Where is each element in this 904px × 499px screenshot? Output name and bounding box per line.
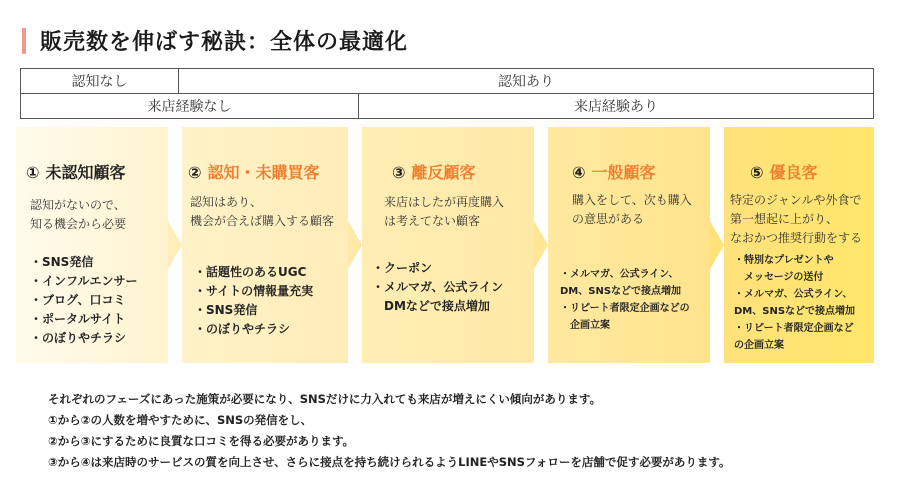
measure-item: ・ブログ、口コミ: [30, 293, 126, 307]
measure-item: ・リピート者限定企画などの: [560, 303, 690, 314]
measure-item: ・リピート者限定企画など: [734, 323, 854, 334]
header-no-visit: [20, 93, 359, 119]
note-line: ②から③にするために良質な口コミを得る必要があります。: [48, 434, 355, 448]
phase-title: [750, 160, 818, 183]
header-label: 認知なし: [71, 74, 128, 90]
phase-card-1: [16, 127, 168, 363]
phase-name: 認知・未購買客: [207, 163, 320, 182]
title-marker: [22, 28, 26, 54]
arrow-right-icon: [534, 221, 548, 269]
measure-list: [560, 266, 690, 334]
phase-number: ④: [572, 163, 586, 182]
measure-list: [30, 253, 138, 348]
phase-title: [392, 160, 476, 183]
phase-number: ①: [26, 163, 40, 182]
measure-item: ・特別なプレゼントや: [734, 255, 834, 266]
desc-line: 第一想起に上がり、: [730, 212, 839, 226]
desc-line: 知る機会から必要: [30, 217, 127, 231]
header-no-awareness: [20, 68, 179, 94]
desc-line: 特定のジャンルや外食で: [730, 193, 862, 207]
desc-line: の意思がある: [572, 212, 645, 226]
measure-list: [372, 259, 503, 316]
measure-item: メッセージの送付: [734, 272, 824, 283]
phase-title: [572, 160, 656, 183]
desc-line: 来店はしたが再度購入: [384, 195, 505, 209]
measure-item: ・メルマガ、公式ライン、: [560, 269, 679, 280]
arrow-right-icon: [168, 221, 182, 269]
phase-description: [572, 191, 692, 229]
desc-line: 機会が合えば購入する顧客: [190, 214, 335, 228]
measure-item: ・ポータルサイト: [30, 312, 126, 326]
measure-item: ・SNS発信: [194, 303, 258, 317]
phase-card-4: [548, 127, 710, 363]
page-title: 販売数を伸ばす秘訣：全体の最適化: [40, 30, 409, 55]
phase-card-3: [362, 127, 534, 363]
phase-card-2: [182, 127, 348, 363]
desc-line: 認知がないので、: [30, 198, 126, 212]
desc-line: は考えてない顧客: [384, 214, 481, 228]
measure-item: DM、SNSなどで接点増加: [734, 306, 856, 317]
measure-item: ・のぼりやチラシ: [30, 331, 127, 345]
measure-item: の企画立案: [734, 340, 784, 351]
phase-name: 優良客: [769, 163, 818, 182]
measure-item: ・話題性のあるUGC: [194, 265, 307, 279]
header-awareness: [178, 68, 874, 94]
phase-title: [26, 160, 126, 183]
header-label: 認知あり: [498, 74, 554, 90]
desc-line: なおかつ推奨行動をする: [730, 231, 863, 245]
measure-item: DMなどで接点増加: [372, 299, 490, 313]
phase-name: 一般顧客: [591, 163, 656, 182]
header-label: 来店経験あり: [574, 99, 658, 115]
arrow-right-icon: [710, 221, 724, 269]
phase-description: [730, 191, 862, 248]
header-visit: [358, 93, 874, 119]
phase-card-5: [724, 127, 874, 363]
measure-item: ・メルマガ、公式ライン: [372, 280, 504, 294]
measure-list: [194, 263, 313, 339]
phase-description: [190, 193, 334, 231]
note-line: ③から④は来店時のサービスの質を向上させ、さらに接点を持ち続けられるようLINEやSNSフォローを店舗で促す必要があります。: [48, 455, 731, 469]
measure-item: DM、SNSなどで接点増加: [560, 286, 682, 297]
measure-item: ・SNS発信: [30, 255, 94, 269]
phase-number: ⑤: [750, 163, 764, 182]
measure-item: ・のぼりやチラシ: [194, 322, 291, 336]
desc-line: 購入をして、次も購入: [572, 193, 692, 207]
measure-list: [734, 252, 855, 354]
desc-line: 認知はあり、: [190, 195, 263, 209]
measure-item: ・インフルエンサー: [30, 274, 138, 288]
phase-title: [188, 160, 320, 183]
arrow-right-icon: [348, 221, 362, 269]
phase-description: [384, 193, 504, 231]
measure-item: 企画立案: [560, 320, 610, 331]
phase-number: ③: [392, 163, 406, 182]
phase-flow: [16, 127, 874, 363]
measure-item: ・クーポン: [372, 261, 433, 275]
header-label: 来店経験なし: [147, 99, 232, 115]
note-line: それぞれのフェーズにあった施策が必要になり、SNSだけに力入れても来店が増えにくい傾向があります。: [48, 392, 601, 406]
summary-notes: [48, 389, 730, 473]
phase-name: 未認知顧客: [45, 163, 126, 182]
phase-number: ②: [188, 163, 202, 182]
measure-item: ・サイトの情報量充実: [194, 284, 314, 298]
measure-item: ・メルマガ、公式ライン、: [734, 289, 853, 300]
phase-description: [30, 196, 126, 234]
phase-name: 離反顧客: [411, 163, 476, 182]
note-line: ①から②の人数を増やすために、SNSの発信をし、: [48, 413, 313, 427]
